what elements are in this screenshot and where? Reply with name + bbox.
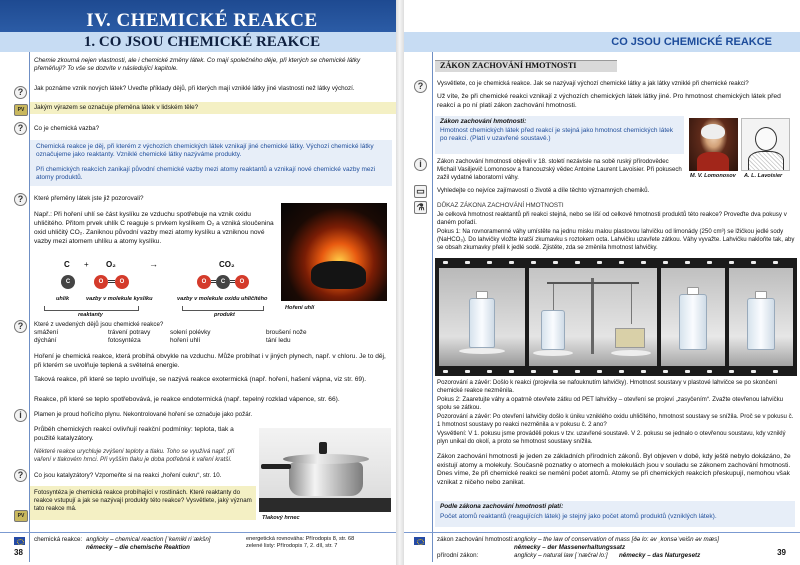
cooker-body [289,462,363,496]
coat [697,152,729,171]
cooker-handle [261,464,291,469]
paragraph-intro-law: Už víte, že při chemické reakci vznikají z výchozích chemických látek látky jiné. Pro hmotnost chemických látek před reakcí a po ní platí zákon zachování hmotnosti. [437,93,781,110]
footer-german-2: německy – das Naturgesetz [619,552,701,559]
scale-pan [459,348,505,354]
footer-english-1: anglicky – the law of conservation of mass [ðə lo: əv ˌkonsəˈveišn əv mæs] [514,536,719,543]
film-hole [553,261,558,264]
coal-lump [311,261,366,289]
owl-question-icon: ? [14,469,27,482]
cooker-lid [283,454,369,464]
film-hole [641,261,646,264]
carbon-atom: C [61,275,75,289]
question-chemical-bond: Co je chemická vazba? [34,125,100,132]
grid-cell: smážení [34,329,59,336]
paragraph-law-fundamental: Zákon zachování hmotnosti je jeden ze základních přírodních zákonů. Byl objeven v době, kdy ještě nebylo dokázáno, že existují atomy a molekuly. Současně poznatky o atomech a molekulách jsou v souladu se zákonem zachování hmotnosti. Dnes víme, že při chemické reakci se nemění počet atomů. Atomy se při chemických reakcích přeskupují, nemohou však vznikat z ničeho nebo zanikat. [437,453,791,487]
film-hole [619,370,624,373]
film-hole [707,370,712,373]
proof-heading: DŮKAZ ZÁKONA ZACHOVÁNÍ HMOTNOSTI [437,202,564,209]
film-hole [509,370,514,373]
lomonosov-portrait [689,118,738,171]
coat-sketch [748,151,784,171]
film-hole [597,261,602,264]
label-carbon: uhlík [56,296,70,302]
observation-2: Pozorování a závěr: Po otevření lahvičky došlo k úniku vzniklého oxidu uhličitého, hmotnost soustavy se snížila. Proč se v pokusu č. 1 hmotnost soustavy po reakci nezměnila a v pokusu č. 2 ano? [437,413,794,428]
double-bond [108,280,115,283]
footer-german-1: německy – der Massenerhaltungssatz [514,544,626,551]
explanation: Vysvětlení: V 1. pokusu jsme prováděli pokus v tzv. uzavřené soustavě. V 2. pokusu se jednalo o otevřenou soustavu, kdy vzniklý plyn unikal do okolí, a proto se hmotnost soustavy snížila. [437,430,786,445]
left-page [0,52,396,565]
grid-cell: hoření uhlí [170,337,201,344]
scale-pan [611,350,651,356]
paragraph-pressure: Některé reakce urychluje zvýšení teploty a tlaku. Toho se využívá např. při vaření v tlakovém hrnci. Při vyšším tlaku je doba potřebná k vaření kratší. [34,448,235,463]
label-reactants: reaktanty [78,312,103,318]
lavoisier-portrait [741,118,790,171]
film-hole [487,261,492,264]
film-hole [465,370,470,373]
pv-icon: PV [14,104,28,116]
eq-arrow: → [149,259,158,269]
owl-question-icon: ? [14,122,27,135]
atoms-box-text: Počet atomů reaktantů (reagujících látek) je stejný jako počet atomů produktů (vzniklých látek). [440,513,717,520]
bottle-cap [687,287,699,295]
footer-term-1: zákon zachování hmotnosti: [437,536,514,543]
task-search-info: Vyhledejte co nejvíce zajímavostí o životě a díle těchto významných chemiků. [437,187,650,194]
label-product: produkt [214,312,235,318]
law-box-title: Zákon zachování hmotnosti: [440,118,527,125]
film-hole [751,370,756,373]
frame-bottle-2 [661,268,725,366]
film-hole [509,261,514,264]
atoms-box-title: Podle zákona zachování hmotnosti platí: [440,503,564,510]
footer-german: německy – die chemische Reaktion [86,544,190,551]
intro-text: Chemie zkoumá nejen vlastnosti, ale i chemické změny látek. Co mají společného děje, při kterých se chemické látky přeměňují? To vše se dozvíte v následující kapitole. [34,57,361,73]
eq-oxygen: O₂ [106,260,116,269]
burning-coal-photo [281,203,387,301]
film-hole [773,261,778,264]
film-hole [685,370,690,373]
footer-english-2: anglicky – natural law [ˈnæčrəl lo:] [514,552,608,559]
film-hole [597,370,602,373]
scale-pan [533,350,573,356]
law-box-text: Hmotnost chemických látek před reakcí je stejná jako hmotnost chemických látek po reakci. (Platí v uzavřené soustavě.) [440,127,674,143]
footer-link-2[interactable]: zelené listy: Přírodopis 7, 2. díl, str. 7 [246,543,338,549]
balance-stand [591,278,594,354]
running-title: CO JSOU CHEMICKÉ REAKCE [611,36,772,48]
film-hole [531,370,536,373]
question-observed-changes: Které přeměny látek jste již pozorovali? [34,195,144,202]
right-margin-line [432,52,433,562]
label-oxygen-bonds: vazby v molekule kyslíku [86,296,153,302]
eq-carbon: C [64,260,70,269]
oxygen-atom: O [197,275,211,289]
caption-lomonosov: M. V. Lomonosov [690,173,736,179]
wig [701,124,725,139]
label-co2-bonds: vazby v molekule oxidu uhličitého [177,296,268,302]
film-hole [443,261,448,264]
right-page [404,0,800,565]
book-gutter [396,0,404,565]
page-number-right: 39 [777,548,786,557]
reactants-bracket [44,306,139,311]
film-hole [487,370,492,373]
grid-cell: trávení potravy [108,329,151,336]
film-hole [663,370,668,373]
carbon-atom: C [216,275,230,289]
info-icon: i [414,158,427,171]
definition-paragraph-1: Chemická reakce je děj, při kterém z výchozích chemických látek vznikají jiné chemické látky. Výchozí chemické látky označujeme jako reaktanty. Vzniklé chemické látky nazýváme produkty. [36,143,374,159]
caption-coal: Hoření uhlí [285,305,315,311]
film-hole [729,261,734,264]
grid-cell: fotosyntéza [108,337,141,344]
film-hole [751,261,756,264]
owl-question-icon: ? [14,320,27,333]
proof-intro: Je celková hmotnost reaktantů při reakci stejná, nebo se liší od celkové hmotnosti produktů této reakce? Proveďte dva pokusy v daném pořadí. [437,211,787,226]
face-sketch [755,127,777,151]
bottle [469,298,495,348]
experiment-2: Pokus 2: Zaaretujte váhy a opatrně otevřete zátku od PET lahvičky – otevření se projeví „zasyčením“. Zvažte otevřenou lahvičku spolu se zátkou. [437,396,784,411]
question-new-substances: Jak poznáme vznik nových látek? Uveďte příklady dějů, při kterých mají vzniklé látky jiné vlastnosti než látky výchozí. [34,85,355,92]
film-hole [641,370,646,373]
pv-icon: PV [14,510,28,522]
weights [615,328,645,348]
chapter-title: IV. CHEMICKÉ REAKCE [86,10,318,31]
frame-balance [529,268,657,366]
paragraph-conditions: Průběh chemických reakcí ovlivňují reakční podmínky: teplota, tlak a použité katalyzátory. [34,426,234,442]
footer-english: anglicky – chemical reaction [ˈkemikl riˈækšn] [86,536,211,543]
paragraph-history: Zákon zachování hmotnosti objevili v 18. století nezávisle na sobě ruský přírodovědec Michail Vasiljevič Lomonosov a francouzský vědec Antoine Laurent Lavoisier. Při pokusech zažil vydatné laboratorní váhy. [437,158,682,181]
eu-flag-icon [414,537,425,545]
footer-term: chemická reakce: [34,536,83,543]
balance-chain [631,284,632,324]
section-heading: ZÁKON ZACHOVÁNÍ HMOTNOSTI [440,61,577,70]
grid-cell: tání ledu [266,337,291,344]
bottle [747,298,775,350]
bottle-cap [476,291,488,299]
grid-cell: dýchání [34,337,57,344]
bottle [679,294,707,350]
experiment-1: Pokus 1: Na rovnoramenné váhy umístěte na jednu misku malou plastovou lahvičku od limonády (250 cm³) se lžičkou jedlé sody (NaHCO₃). Do lahvičky vložte kratší zkumavku s roztokem octa. Lahvičku uzavřete zátkou. Váhy vyvažte. Lahvičku nakloňte tak, aby se obsah zkumavky přelil k jedlé sodě. Zjistěte, zda se změnila hmotnost lahvičky. [437,228,795,251]
film-hole [619,261,624,264]
observation-1: Pozorování a závěr: Došlo k reakci (projevila se nafouknutím lahvičky). Hmotnost soustavy v plastové lahvičce se po skončení chemické reakce nezměnila. [437,379,778,394]
film-hole [443,370,448,373]
pressure-cooker-photo [259,428,391,512]
film-hole [553,370,558,373]
info-icon: i [14,409,27,422]
cooker-valve [319,442,327,454]
bottle [541,310,565,350]
balance-beam [547,282,639,284]
oxygen-atom: O [235,275,249,289]
definition-paragraph-2: Při chemických reakcích zanikají původní chemické vazby mezi atomy reaktantů a vznikají nové chemické vazby mezi atomy produktů. [36,166,376,182]
film-hole [575,261,580,264]
paragraph-burning: Hoření je chemická reakce, která probíhá obvykle na vzduchu. Může probíhat i v jiných plynech, např. v chloru. Je to děj, při kterém se uvolňuje teplená a světelná energie. [34,353,386,369]
product-bracket [182,306,264,311]
oxygen-atom: O [115,275,129,289]
film-hole [575,370,580,373]
owl-question-icon: ? [14,193,27,206]
film-hole [663,261,668,264]
paragraph-endothermic: Reakce, při které se teplo spotřebovává, je reakce endotermická (např. tepelný rozklad vápence, str. 66). [34,396,340,403]
paragraph-exothermic: Taková reakce, při které se teplo uvolňuje, se nazývá reakce exotermická (např. hoření, hašení vápna, viz str. 69). [34,376,367,383]
film-hole [707,261,712,264]
experiment-filmstrip [435,258,797,376]
left-footer [0,532,396,565]
page-number-left: 38 [14,548,23,557]
film-hole [729,370,734,373]
computer-icon: ▭ [414,185,427,198]
grid-cell: broušení nože [266,329,307,336]
film-hole [531,261,536,264]
question-which-are-reactions: Které z uvedených dějů jsou chemické reakce? [34,321,164,328]
eq-plus: + [84,260,89,269]
caption-lavoisier: A. L. Lavoisier [744,173,783,179]
film-hole [465,261,470,264]
caption-cooker: Tlakový hrnec [262,515,300,521]
owl-question-icon: ? [14,86,27,99]
pv-question-1: Jakým výrazem se označuje přeměna látek v lidském těle? [34,104,199,111]
right-footer [404,532,800,565]
note-flame: Plamen je proud hořícího plynu. Nekontrolované hoření se označuje jako požár. [34,411,253,418]
footer-link-1[interactable]: energetická rovnováha: Přírodopis 8, str. 68 [246,536,355,542]
test-tube-icon: ⚗ [414,201,427,214]
stove-grate [259,498,391,512]
frame-bottle-3 [729,268,793,366]
page-title: 1. CO JSOU CHEMICKÉ REAKCE [0,32,404,52]
grid-cell: solení polévky [170,329,211,336]
film-hole [685,261,690,264]
frame-bottle-1 [439,268,525,366]
eq-co2: CO₂ [219,260,235,269]
example-coal-burning: Např.: Při hoření uhlí se část kyslíku ze vzduchu spotřebuje na vznik oxidu uhličitého. Přitom prvek uhlík C reaguje s prvkem kyslíkem O₂ a vzniká sloučenina oxid uhličitý CO₂. Zaniknou původní vazby mezi atomy kyslíku a vzniknou nové vazby mezi atomem uhlíku a atomy kyslíku. [34,211,274,245]
owl-question-icon: ? [414,80,427,93]
pv-question-photosynthesis: Fotosyntéza je chemická reakce probíhající v rostlinách. Které reaktanty do reakce vstupují a jak se nazývají produkty této reakce? Vysvětlete, jaký význam tato reakce má. [34,489,252,512]
question-what-is-reaction: Vysvětlete, co je chemická reakce. Jak se nazývají výchozí chemické látky a jak látky vzniklé při chemické reakci? [437,80,749,87]
film-hole [773,370,778,373]
oxygen-atom: O [94,275,108,289]
bottle-cap [755,291,767,299]
question-catalysts: Co jsou katalyzátory? Vzpomeňte si na reakci „hoření cukru“, str. 10. [34,472,222,479]
eu-flag-icon [14,537,25,545]
footer-term-2: přírodní zákon: [437,552,479,559]
